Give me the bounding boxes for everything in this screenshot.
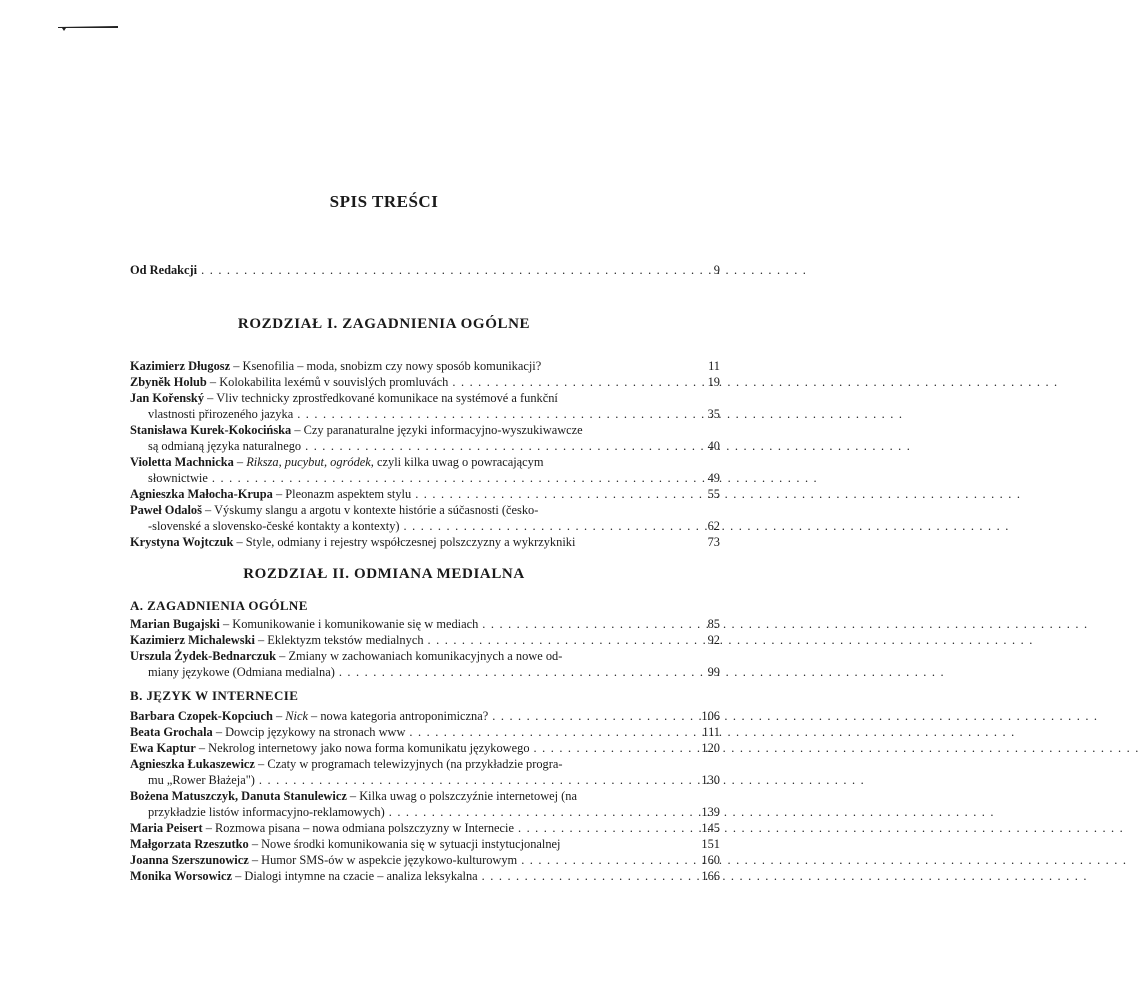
page-number: 40	[707, 439, 720, 453]
leader-dots	[534, 740, 678, 756]
toc-entry[interactable]: Bożena Matuszczyk, Danuta Stanulewicz – Kilka uwag o polszczyźnie internetowej (na przykładzie listów informacyjno-reklamowych) . . . 139	[130, 788, 682, 820]
entry-title-continuation: -slovenské a slovensko-české kontakty a kontexty)	[148, 519, 400, 533]
entry-author: Paweł Odaloš	[130, 503, 202, 517]
leader-dots	[482, 616, 678, 632]
scan-artifact-mark	[58, 22, 118, 32]
entry-title: Nekrolog internetowy jako nowa forma komunikatu językowego	[208, 741, 530, 755]
entry-title-italic: Riksza, pucybut, ogródek,	[246, 455, 374, 469]
page-number: 111	[702, 725, 720, 739]
entry-author: Kazimierz Długosz	[130, 359, 231, 373]
entry-author: Kazimierz Michalewski	[130, 633, 255, 647]
entry-author: Bożena Matuszczyk, Danuta Stanulewicz	[130, 789, 347, 803]
page-number: 85	[707, 617, 720, 631]
toc-entry[interactable]: Kazimierz Długosz – Ksenofilia – moda, snobizm czy nowy sposób komunikacji? 11	[130, 359, 720, 373]
toc-entry[interactable]: Agnieszka Łukaszewicz – Czaty w programach telewizyjnych (na przykładzie progra- mu „Rower Błażeja") . . . 130	[130, 756, 682, 788]
entry-title: Zmiany w zachowaniach komunikacyjnych a nowe od-	[288, 649, 563, 663]
toc-entry[interactable]: Violetta Machnicka – Riksza, pucybut, ogródek, czyli kilka uwag o powracającym słownictwie . . . 49	[130, 454, 682, 486]
entry-author: Stanisława Kurek-Kokocińska	[130, 423, 292, 437]
leader-dots	[305, 438, 678, 454]
toc-entry[interactable]: Jan Kořenský – Vliv technicky zprostředkované komunikace na systémové a funkční vlastnosti přirozeného jazyka . . . 35	[130, 390, 682, 422]
chapter-heading-2: ROZDZIAŁ II. ODMIANA MEDIALNA	[243, 566, 525, 582]
entry-title: Ksenofilia – moda, snobizm czy nowy sposób komunikacji?	[242, 359, 542, 373]
leader-dots	[521, 852, 678, 868]
entry-title: Eklektyzm tekstów medialnych	[267, 633, 424, 647]
entry-author: Ewa Kaptur	[130, 741, 196, 755]
entry-title-continuation: miany językowe (Odmiana medialna)	[148, 665, 335, 679]
entry-author: Marian Bugajski	[130, 617, 220, 631]
page-number: 145	[701, 821, 720, 835]
leader-dots	[482, 868, 678, 884]
leader-dots	[201, 262, 678, 278]
entry-author: Agnieszka Łukaszewicz	[130, 757, 255, 771]
entry-title: Výskumy slangu a argotu v kontexte histórie a súčasnosti (česko-	[214, 503, 539, 517]
entry-title: Vliv technicky zprostředkované komunikace na systémové a funkční	[216, 391, 558, 405]
page-number: 73	[707, 535, 720, 549]
toc-entry[interactable]: Zbyněk Holub – Kolokabilita lexémů v souvislých promluvách . . . 19	[130, 374, 682, 390]
page-number: 151	[701, 837, 720, 851]
entry-author: Violetta Machnicka	[130, 455, 234, 469]
entry-author: Barbara Czopek-Kopciuch	[130, 709, 273, 723]
entry-author: Zbyněk Holub	[130, 375, 207, 389]
toc-entry[interactable]: Marian Bugajski – Komunikowanie i komunikowanie się w mediach . . . 85	[130, 616, 682, 632]
toc-entry[interactable]: Ewa Kaptur – Nekrolog internetowy jako nowa forma komunikatu językowego . . . 120	[130, 740, 682, 756]
page-number: 166	[701, 869, 720, 883]
page-number: 19	[707, 375, 720, 389]
entry-title: nowa kategoria antroponimiczna?	[320, 709, 489, 723]
page-number: 160	[701, 853, 720, 867]
entry-author: Monika Worsowicz	[130, 869, 232, 883]
toc-entry[interactable]: Urszula Żydek-Bednarczuk – Zmiany w zachowaniach komunikacyjnych a nowe od- miany językowe (Odmiana medialna) . . . 99	[130, 648, 682, 680]
page-number: 62	[707, 519, 720, 533]
page-number: 99	[707, 665, 720, 679]
entry-title: Humor SMS-ów w aspekcie językowo-kulturowym	[261, 853, 518, 867]
toc-entry[interactable]: Paweł Odaloš – Výskumy slangu a argotu v kontexte histórie a súčasnosti (česko- -slovenské a slovensko-české kontakty a kontexty) . . . 62	[130, 502, 682, 534]
entry-title-continuation: są odmianą języka naturalnego	[148, 439, 302, 453]
entry-title: Dowcip językowy na stronach www	[225, 725, 406, 739]
leader-dots	[212, 470, 678, 486]
toc-entry[interactable]: Stanisława Kurek-Kokocińska – Czy paranaturalne języki informacyjno-wyszukiwawcze są odmianą języka naturalnego . . . 40	[130, 422, 682, 454]
leader-dots	[339, 664, 678, 680]
entry-author: Małgorzata Rzeszutko	[130, 837, 249, 851]
entry-author: Urszula Żydek-Bednarczuk	[130, 649, 277, 663]
entry-title: Rozmowa pisana – nowa odmiana polszczyzny w Internecie	[214, 821, 514, 835]
toc-entry-od-redakcji[interactable]	[130, 262, 720, 278]
page-number: 106	[701, 709, 720, 723]
entry-title-continuation: vlastnosti přirozeného jazyka	[148, 407, 294, 421]
entry-author: Maria Peisert	[130, 821, 203, 835]
chapter-heading-1: ROZDZIAŁ I. ZAGADNIENIA OGÓLNE	[237, 316, 531, 332]
entry-title-continuation: mu „Rower Błażeja")	[148, 773, 255, 787]
toc-entry[interactable]: Kazimierz Michalewski – Eklektyzm tekstów medialnych . . . 92	[130, 632, 682, 648]
page-number: 11	[708, 359, 720, 373]
leader-dots	[409, 724, 678, 740]
entry-title: Pleonazm aspektem stylu	[285, 487, 412, 501]
toc-entry[interactable]: Monika Worsowicz – Dialogi intymne na czacie – analiza leksykalna . . . 166	[130, 868, 682, 884]
page-number: 130	[701, 773, 720, 787]
entry-title: Nowe środki komunikowania się w sytuacji instytucjonalnej	[261, 837, 561, 851]
page-number: 92	[707, 633, 720, 647]
entry-title: Kilka uwag o polszczyźnie internetowej (na	[359, 789, 578, 803]
page-title: SPIS TREŚCI	[329, 192, 439, 211]
leader-dots	[415, 486, 678, 502]
leader-dots	[428, 632, 678, 648]
leader-dots	[492, 708, 678, 724]
toc-entry[interactable]: Krystyna Wojtczuk – Style, odmiany i rejestry współczesnej polszczyzny a wykrzykniki 73	[130, 535, 720, 549]
entry-title: Czy paranaturalne języki informacyjno-wyszukiwawcze	[303, 423, 583, 437]
entry-title: Style, odmiany i rejestry współczesnej polszczyzny a wykrzykniki	[245, 535, 576, 549]
entry-author: Krystyna Wojtczuk	[130, 535, 234, 549]
entry-title: Komunikowanie i komunikowanie się w mediach	[232, 617, 479, 631]
leader-dots	[259, 772, 678, 788]
leader-dots	[389, 804, 678, 820]
entry-author: Joanna Szerszunowicz	[130, 853, 249, 867]
toc-entry[interactable]: Maria Peisert – Rozmowa pisana – nowa odmiana polszczyzny w Internecie . . . 145	[130, 820, 682, 836]
section-heading-b: B. JĘZYK W INTERNECIE	[130, 688, 299, 703]
entry-author: Agnieszka Małocha-Krupa	[130, 487, 273, 501]
entry-title: Kolokabilita lexémů v souvislých promluvách	[219, 375, 449, 389]
entry-title: Dialogi intymne na czacie – analiza leksykalna	[244, 869, 478, 883]
entry-label: Od Redakcji	[130, 263, 198, 277]
leader-dots	[404, 518, 678, 534]
entry-title: czyli kilka uwag o powracającym	[377, 455, 544, 469]
page-number: 35	[707, 407, 720, 421]
toc-entry[interactable]: Agnieszka Małocha-Krupa – Pleonazm aspektem stylu . . . 55	[130, 486, 682, 502]
toc-entry[interactable]: Beata Grochala – Dowcip językowy na stronach www . . . 111	[130, 724, 682, 740]
entry-title-continuation: słownictwie	[148, 471, 208, 485]
page-number: 9	[713, 263, 720, 277]
leader-dots	[518, 820, 678, 836]
page-number: 139	[701, 805, 720, 819]
entry-author: Beata Grochala	[130, 725, 213, 739]
entry-title-continuation: przykładzie listów informacyjno-reklamowych)	[148, 805, 385, 819]
leader-dots	[297, 406, 678, 422]
page-number: 120	[701, 741, 720, 755]
toc-entry[interactable]: Joanna Szerszunowicz – Humor SMS-ów w aspekcie językowo-kulturowym . . . 160	[130, 852, 682, 868]
page-number: 55	[707, 487, 720, 501]
toc-entry[interactable]: Małgorzata Rzeszutko – Nowe środki komunikowania się w sytuacji instytucjonalnej 151	[130, 837, 720, 851]
leader-dots	[452, 374, 678, 390]
entry-title-italic: Nick	[285, 709, 308, 723]
toc-entry[interactable]: Barbara Czopek-Kopciuch – Nick – nowa kategoria antroponimiczna? . . . 106	[130, 708, 682, 724]
entry-author: Jan Kořenský	[130, 391, 205, 405]
page-number: 49	[707, 471, 720, 485]
entry-title: Czaty w programach telewizyjnych (na przykładzie progra-	[267, 757, 563, 771]
section-heading-a: A. ZAGADNIENIA OGÓLNE	[130, 598, 308, 613]
